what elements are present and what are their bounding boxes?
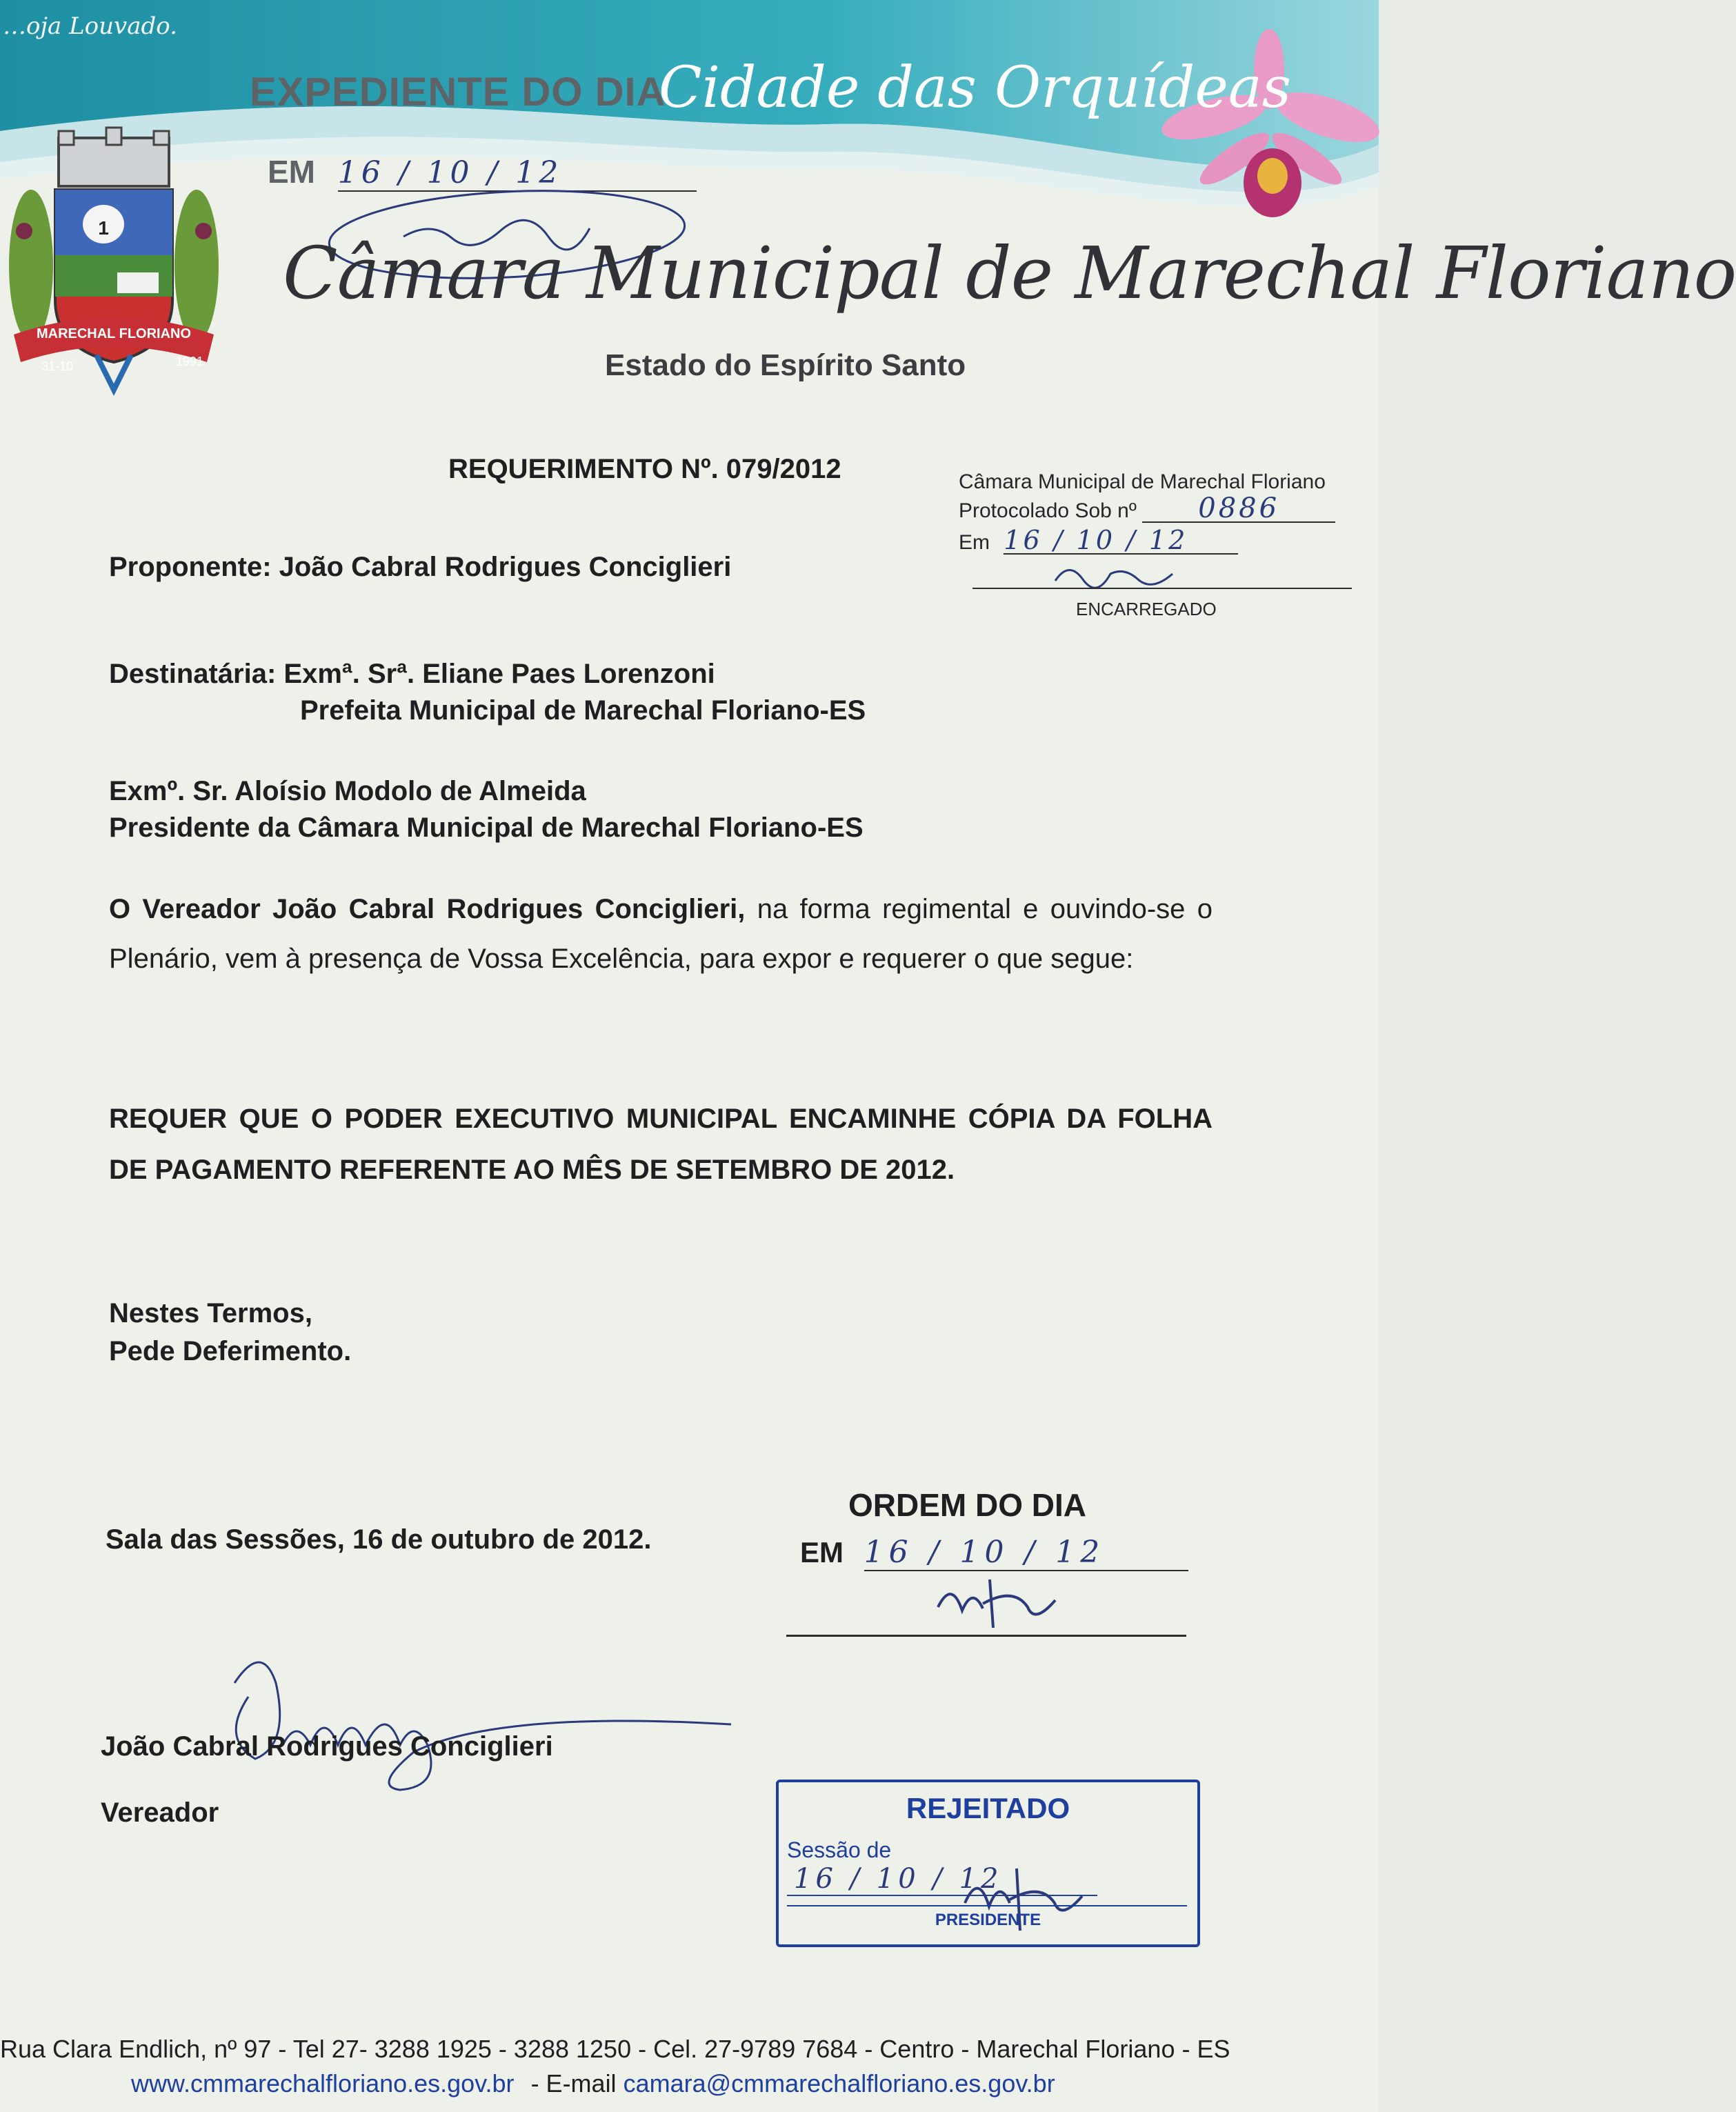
protocol-role: ENCARREGADO (1076, 599, 1217, 619)
rejeitado-role: PRESIDENTE (935, 1911, 1041, 1929)
protocol-number: 0886 (1142, 495, 1335, 523)
proponent: Proponente: João Cabral Rodrigues Conciglieri (109, 552, 732, 582)
protocol-stamp (959, 469, 1366, 622)
vereador-signature-icon (207, 1642, 731, 1800)
institution-title: Câmara Municipal de Marechal Floriano (283, 231, 1736, 315)
place-date: Sala das Sessões, 16 de outubro de 2012. (106, 1524, 652, 1555)
footer-email-label: - E-mail (530, 2069, 617, 2098)
ordem-signature-line (786, 1635, 1186, 1637)
recipient-line1: Destinatária: Exmª. Srª. Eliane Paes Lorenzoni (109, 659, 715, 689)
signer-name: João Cabral Rodrigues Conciglieri (101, 1731, 553, 1762)
ordem-em-label: EM (800, 1536, 844, 1568)
rejeitado-date: 16 / 10 / 12 (787, 1863, 1097, 1896)
recipient-line2: Prefeita Municipal de Marechal Floriano-ES (300, 695, 866, 726)
footer-contact (131, 2069, 1055, 2098)
footer-address: Rua Clara Endlich, nº 97 - Tel 27- 3288 1925 - 3288 1250 - Cel. 27-9789 7684 - Centro - Marechal Floriano - ES (0, 2035, 1230, 2063)
signer-role: Vereador (101, 1797, 219, 1828)
expediente-em-label: EM (268, 154, 315, 190)
footer-website-link[interactable]: www.cmmarechalfloriano.es.gov.br (131, 2069, 515, 2098)
protocol-stamp-line1: Câmara Municipal de Marechal Floriano (959, 470, 1326, 493)
intro-rest: na forma regimental e ouvindo-se o Plenário, vem à presença de Vossa Excelência, para expor e requerer o que segue: (109, 894, 1213, 974)
coat-banner-text: MARECHAL FLORIANO (36, 326, 192, 341)
rejeitado-session-label: Sessão de (787, 1837, 892, 1862)
motto-text: …oja Louvado. (3, 12, 177, 40)
protocol-label: Protocolado Sob nº (959, 499, 1137, 522)
expediente-date: 16 / 10 / 12 (338, 155, 697, 192)
protocol-em-label: Em (959, 531, 990, 554)
ordem-title: ORDEM DO DIA (848, 1487, 1086, 1523)
closing-line2: Pede Deferimento. (109, 1336, 352, 1366)
protocol-date-row (959, 527, 1366, 556)
shield-number: 1 (98, 217, 109, 239)
coat-of-arms-icon (0, 128, 228, 397)
ordem-signature-icon (924, 1566, 1076, 1642)
state-subtitle: Estado do Espírito Santo (605, 348, 966, 382)
request-text: REQUER QUE O PODER EXECUTIVO MUNICIPAL ENCAMINHE CÓPIA DA FOLHA DE PAGAMENTO REFERENTE AO MÊS DE SETEMBRO DE 2012. (109, 1104, 1213, 1185)
rejeitado-signature-line (787, 1905, 1187, 1906)
protocol-date: 16 / 10 / 12 (1004, 527, 1238, 555)
expediente-label: EXPEDIENTE DO DIA (250, 70, 666, 114)
closing-line1: Nestes Termos, (109, 1298, 312, 1328)
slogan-text: Cidade das Orquídeas (659, 55, 1291, 121)
intro-bold: O Vereador João Cabral Rodrigues Conciglieri, (109, 894, 746, 924)
rejeitado-stamp (776, 1780, 1200, 1947)
coat-left-date: 31-10 (41, 359, 74, 373)
protocol-signature-line (972, 588, 1352, 589)
document-title: REQUERIMENTO Nº. 079/2012 (448, 454, 841, 484)
rejeitado-title: REJEITADO (906, 1792, 1070, 1824)
protocol-number-row (959, 492, 1366, 524)
intro-paragraph (109, 884, 1213, 984)
footer-email-link[interactable]: camara@cmmarechalfloriano.es.gov.br (623, 2069, 1055, 2098)
ordem-date: 16 / 10 / 12 (864, 1535, 1188, 1571)
addressee-line2: Presidente da Câmara Municipal de Marechal Floriano-ES (109, 813, 864, 843)
coat-right-year: 1991 (176, 355, 204, 368)
addressee-line1: Exmº. Sr. Aloísio Modolo de Almeida (109, 776, 586, 806)
